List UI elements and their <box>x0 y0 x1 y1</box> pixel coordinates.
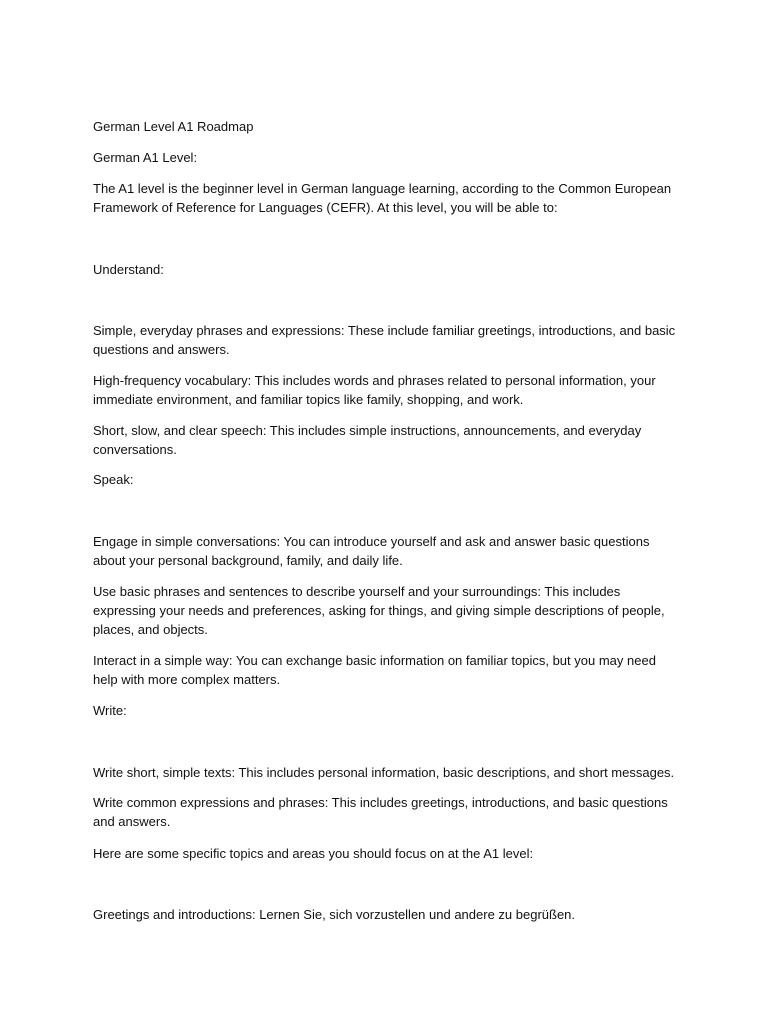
speak-item: Interact in a simple way: You can exchange basic information on familiar topics, but you may need help with more complex matters. <box>93 653 656 687</box>
understand-item: Simple, everyday phrases and expressions: These include familiar greetings, introductions, and basic questions and answers. <box>93 323 676 357</box>
document-title: German Level A1 Roadmap <box>93 119 254 134</box>
understand-item: High-frequency vocabulary: This includes words and phrases related to personal information, your immediate environment, and familiar topics like family, shopping, and work. <box>93 373 656 407</box>
write-item: Write common expressions and phrases: This includes greetings, introductions, and basic questions and answers. <box>93 795 668 829</box>
understand-heading: Understand: <box>93 262 164 277</box>
write-heading: Write: <box>93 703 127 718</box>
speak-item: Use basic phrases and sentences to describe yourself and your surroundings: This includes expressing your needs and preferences, asking for things, and giving simple descriptions of people, places, and objects. <box>93 584 665 637</box>
speak-heading: Speak: <box>93 472 134 487</box>
topic-item: Greetings and introductions: Lernen Sie, sich vorzustellen und andere zu begrüßen. <box>93 907 576 922</box>
intro-paragraph: The A1 level is the beginner level in German language learning, according to the Common European Framework of Reference for Languages (CEFR). At this level, you will be able to: <box>93 181 672 215</box>
section-heading: German A1 Level: <box>93 150 198 165</box>
speak-item: Engage in simple conversations: You can introduce yourself and ask and answer basic questions about your personal background, family, and daily life. <box>93 534 650 568</box>
write-item: Write short, simple texts: This includes personal information, basic descriptions, and short messages. <box>93 765 675 780</box>
topics-intro: Here are some specific topics and areas you should focus on at the A1 level: <box>93 846 534 861</box>
understand-item: Short, slow, and clear speech: This includes simple instructions, announcements, and everyday conversations. <box>93 423 642 457</box>
